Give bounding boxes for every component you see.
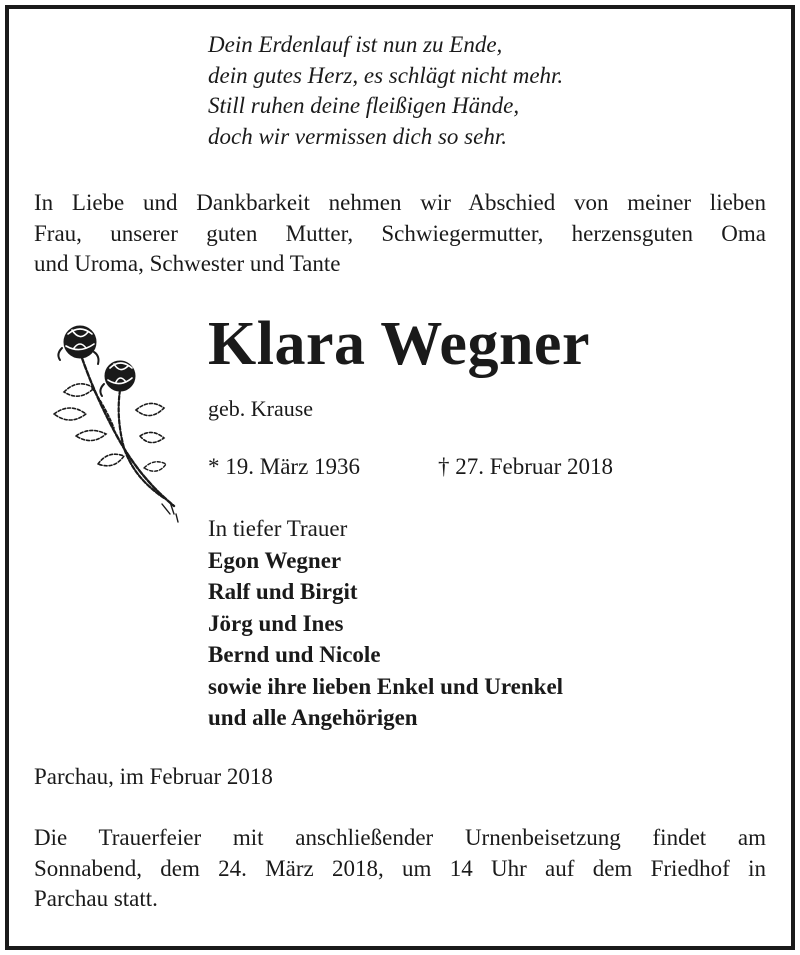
deceased-name: Klara Wegner	[208, 310, 590, 378]
poem-line: dein gutes Herz, es schlägt nicht mehr.	[208, 62, 564, 88]
farewell-text	[34, 188, 766, 280]
ceremony-notice	[34, 823, 766, 915]
ceremony-line: Parchau statt.	[34, 886, 158, 911]
mourner-name: Ralf und Birgit	[208, 579, 358, 604]
death-date: † 27. Februar 2018	[438, 454, 614, 479]
poem-line: Still ruhen deine fleißigen Hände,	[208, 93, 520, 118]
mourner-name: Egon Wegner	[208, 547, 342, 573]
rose-icon	[44, 318, 184, 528]
mourner-name: Jörg und Ines	[208, 610, 344, 636]
life-dates	[208, 452, 614, 482]
farewell-line: In Liebe und Dankbarkeit nehmen wir Abschied von meiner lieben	[34, 190, 766, 215]
mourner-name: und alle Angehörigen	[208, 705, 418, 730]
poem-line: doch wir vermissen dich so sehr.	[208, 123, 507, 149]
ceremony-line: Sonnabend, dem 24. März 2018, um 14 Uhr auf dem Friedhof in	[34, 855, 766, 881]
farewell-line: und Uroma, Schwester und Tante	[34, 251, 341, 276]
ceremony-line: Die Trauerfeier mit anschließender Urnenbeisetzung findet am	[34, 825, 766, 850]
birth-date: * 19. März 1936	[208, 454, 361, 479]
farewell-line: Frau, unserer guten Mutter, Schwiegermutter, herzensguten Oma	[34, 220, 766, 246]
birth-name: geb. Krause	[208, 396, 314, 421]
mourning-heading: In tiefer Trauer	[208, 516, 348, 541]
mourners-list	[208, 513, 563, 734]
poem-line: Dein Erdenlauf ist nun zu Ende,	[208, 32, 503, 57]
memorial-poem	[208, 30, 563, 152]
mourner-name: Bernd und Nicole	[208, 642, 381, 667]
mourner-name: sowie ihre lieben Enkel und Urenkel	[208, 673, 564, 699]
place-date: Parchau, im Februar 2018	[34, 764, 273, 789]
